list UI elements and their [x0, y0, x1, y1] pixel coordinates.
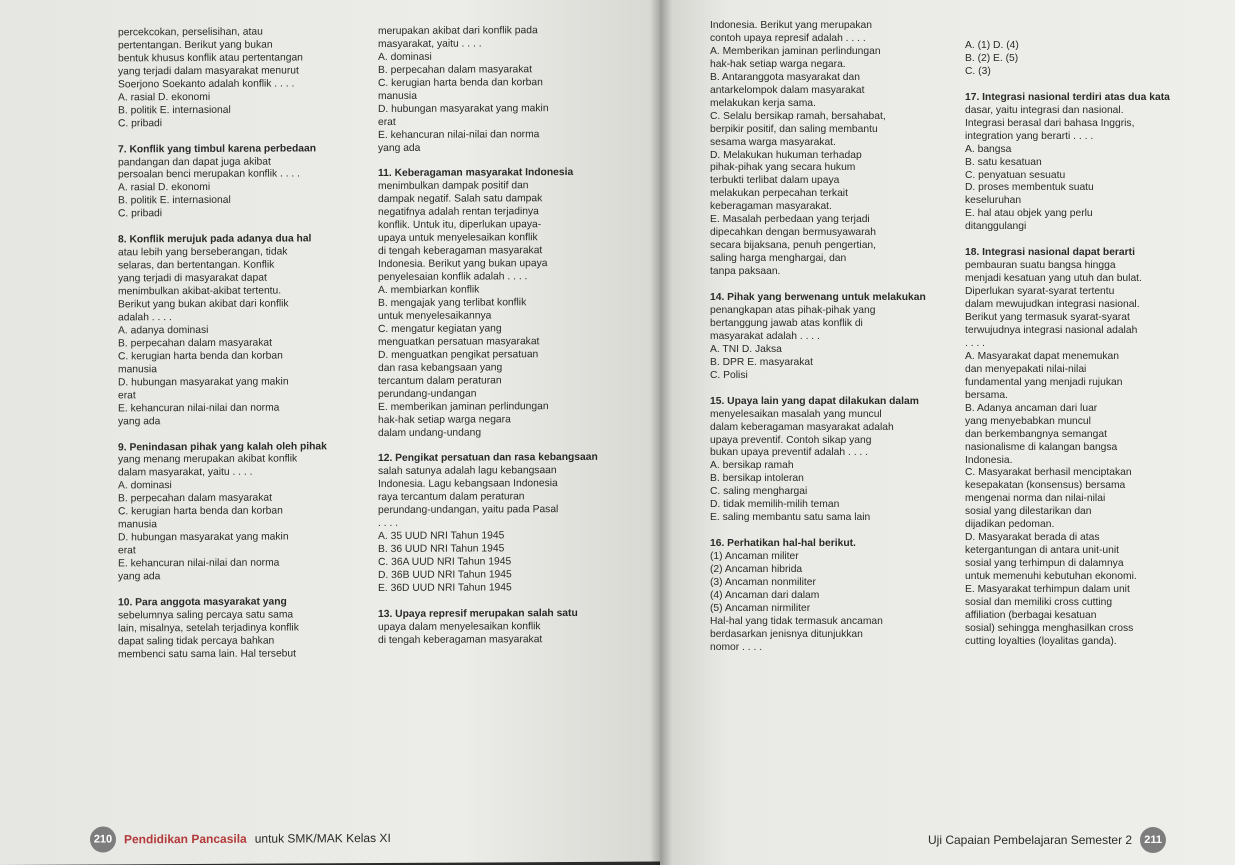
text-line: yang terjadi di masyarakat dapat — [118, 272, 267, 285]
text-line: penyelesaian konflik adalah . . . . — [378, 271, 528, 284]
text-line: menyelesaikan masalah yang muncul — [710, 408, 882, 420]
question-line: 18. Integrasi nasional dapat berarti — [965, 247, 1135, 259]
text-line — [118, 130, 373, 144]
text-line: erat — [378, 116, 396, 128]
text-line: E. saling membantu satu sama lain — [710, 512, 871, 524]
question-line: 17. Integrasi nasional terdiri atas dua kata — [965, 91, 1170, 103]
text-line: Berikut yang bukan akibat dari konflik — [118, 298, 289, 311]
text-line: A. bangsa — [965, 143, 1012, 155]
text-line: saling harga menghargai, dan — [710, 253, 847, 265]
text-line: yang terjadi dalam masyarakat menurut — [118, 65, 299, 78]
text-line: perundang-undangan — [378, 388, 477, 400]
text-line: E. Masalah perbedaan yang terjadi — [710, 214, 870, 226]
text-line — [965, 79, 1225, 92]
text-line: A. dominasi — [118, 480, 172, 492]
text-line: E. kehancuran nilai-nilai dan norma — [118, 557, 280, 570]
text-line: menjadi kesatuan yang utuh dan bulat. — [965, 273, 1142, 285]
text-line: B. DPR E. masyarakat — [710, 356, 813, 368]
text-line: negatifnya adalah rentan terjadinya — [378, 206, 539, 219]
right-column-2 — [965, 40, 1225, 649]
text-line: dampak negatif. Salah satu dampak — [378, 193, 543, 206]
text-line: bertanggung jawab atas konflik di — [710, 317, 863, 329]
text-line: (5) Ancaman nirmiliter — [710, 602, 811, 614]
text-line: E. kehancuran nilai-nilai dan norma — [378, 128, 540, 141]
text-line: nomor . . . . — [710, 641, 763, 653]
text-line: berdasarkan jenisnya ditunjukkan — [710, 628, 863, 640]
text-line: A. rasial D. ekonomi — [118, 91, 211, 104]
text-line: antarkelompok dalam masyarakat — [710, 84, 865, 96]
text-line: C. kerugian harta benda dan korban — [378, 76, 543, 89]
text-line: upaya dalam menyelesaikan konflik — [378, 621, 541, 633]
text-line: dalam masyarakat, yaitu . . . . — [118, 467, 253, 479]
text-line: Berikut yang termasuk syarat-syarat — [965, 312, 1130, 324]
text-line: Integrasi berasal dari bahasa Inggris, — [965, 117, 1135, 129]
text-line: sosial dan memiliki cross cutting — [965, 596, 1113, 608]
text-line: . . . . — [965, 337, 986, 349]
text-line: yang ada — [118, 571, 161, 583]
text-line: Soerjono Soekanto adalah konflik . . . . — [118, 78, 295, 91]
text-line: masyarakat, yaitu . . . . — [378, 38, 482, 50]
text-line: C. Selalu bersikap ramah, bersahabat, — [710, 110, 886, 122]
text-line: dalam keberagaman masyarakat adalah — [710, 421, 894, 433]
text-line: untuk memenuhi kebutuhan ekonomi. — [965, 571, 1137, 583]
text-line — [710, 279, 960, 292]
question-line: 7. Konflik yang timbul karena perbedaan — [118, 142, 316, 155]
text-line: konflik. Untuk itu, diperlukan upaya- — [378, 219, 542, 232]
text-line: A. membiarkan konflik — [378, 284, 480, 297]
text-line: D. Masyarakat berada di atas — [965, 532, 1100, 544]
text-line: ketergantungan di antara unit-unit — [965, 545, 1119, 557]
text-line: pandangan dan dapat juga akibat — [118, 156, 271, 168]
text-line: dijadikan pedoman. — [965, 519, 1055, 531]
text-line: dan rasa kebangsaan yang — [378, 362, 503, 374]
text-line: di tengah keberagaman masyarakat — [378, 633, 543, 646]
text-line: A. adanya dominasi — [118, 324, 209, 337]
text-line: sebelumnya saling percaya satu sama — [118, 609, 294, 622]
text-line: Indonesia. Berikut yang bukan upaya — [378, 258, 548, 271]
text-line: adalah . . . . — [118, 312, 172, 324]
text-line: menguatkan persatuan masyarakat — [378, 336, 540, 348]
text-line: (1) Ancaman militer — [710, 551, 799, 563]
text-line: di tengah keberagaman masyarakat — [378, 245, 543, 258]
text-line: D. menguatkan pengikat persatuan — [378, 349, 539, 361]
text-line: bukan upaya preventif adalah . . . . — [710, 447, 868, 459]
text-line: E. 36D UUD NRI Tahun 1945 — [378, 582, 512, 595]
text-line: upaya preventif. Contoh sikap yang — [710, 434, 872, 446]
text-line: sosial) sehingga menghasilkan cross — [965, 622, 1134, 634]
text-line: perundang-undangan, yaitu pada Pasal — [378, 504, 559, 517]
text-line: C. Polisi — [710, 369, 748, 381]
question-line: 9. Penindasan pihak yang kalah oleh pihak — [118, 440, 327, 453]
text-line: ditanggulangi — [965, 221, 1027, 233]
question-line: 14. Pihak yang berwenang untuk melakukan — [710, 292, 926, 304]
text-line: nasionalisme di kalangan bangsa — [965, 441, 1118, 453]
text-line: yang ada — [378, 142, 421, 154]
text-line: A. 35 UUD NRI Tahun 1945 — [378, 530, 505, 543]
text-line: sosial yang terhimpun di dalamnya — [965, 558, 1124, 570]
text-line: affiliation (berbagai kesatuan — [965, 609, 1097, 621]
text-line: persoalan benci merupakan konflik . . . . — [118, 168, 301, 181]
text-line: Diperlukan syarat-syarat tertentu — [965, 286, 1115, 298]
text-line: D. 36B UUD NRI Tahun 1945 — [378, 569, 512, 582]
text-line: A. Memberikan jaminan perlindungan — [710, 45, 881, 57]
text-line: untuk menyelesaikannya — [378, 310, 492, 322]
question-line: 12. Pengikat persatuan dan rasa kebangsaan — [378, 452, 598, 465]
text-line: pembauran suatu bangsa hingga — [965, 260, 1116, 272]
left-column-2 — [378, 25, 646, 648]
text-line: berpikir positif, dan saling membantu — [710, 123, 878, 135]
book-title-rest: untuk SMK/MAK Kelas XI — [254, 830, 391, 846]
text-line: B. politik E. internasional — [118, 195, 231, 207]
question-line: 15. Upaya lain yang dapat dilakukan dalam — [710, 395, 919, 407]
text-line: dan berkembangnya semangat — [965, 428, 1107, 440]
text-line: (2) Ancaman hibrida — [710, 564, 803, 576]
text-line: contoh upaya represif adalah . . . . — [710, 32, 866, 44]
text-line: upaya untuk menyelesaikan konflik — [378, 232, 538, 245]
text-line: erat — [118, 389, 136, 402]
text-line: yang ada — [118, 415, 161, 427]
text-line: salah satunya adalah lagu kebangsaan — [378, 465, 557, 478]
text-line: D. hubungan masyarakat yang makin — [378, 102, 549, 115]
text-line: D. Melakukan hukuman terhadap — [710, 149, 862, 161]
text-line: B. Adanya ancaman dari luar — [965, 402, 1098, 414]
text-line: D. hubungan masyarakat yang makin — [118, 376, 289, 389]
text-line: bentuk khusus konflik atau pertentangan — [118, 52, 303, 65]
question-line: 13. Upaya represif merupakan salah satu — [378, 607, 578, 620]
text-line: A. rasial D. ekonomi — [118, 182, 211, 194]
text-line: mengenai norma dan nilai-nilai — [965, 493, 1106, 505]
text-line: A. bersikap ramah — [710, 460, 794, 472]
question-line: 16. Perhatikan hal-hal berikut. — [710, 538, 856, 550]
book-title-brand: Pendidikan Pancasila — [124, 831, 247, 847]
page-number-right: 211 — [1140, 827, 1166, 853]
text-line: masyarakat adalah . . . . — [710, 330, 820, 342]
text-line: membenci satu sama lain. Hal tersebut — [118, 648, 296, 661]
text-line — [710, 383, 960, 396]
text-line: Indonesia. Lagu kebangsaan Indonesia — [378, 478, 558, 491]
text-line: E. hal atau objek yang perlu — [965, 208, 1093, 220]
text-line: dasar, yaitu integrasi dan nasional. — [965, 104, 1124, 116]
text-line: secara bijaksana, penuh pengertian, — [710, 240, 877, 252]
text-line: keberagaman masyarakat. — [710, 201, 832, 213]
text-line: sesama warga masyarakat. — [710, 136, 836, 148]
question-line: 10. Para anggota masyarakat yang — [118, 596, 287, 609]
text-line: C. mengatur kegiatan yang — [378, 323, 502, 335]
text-line: C. penyatuan sesuatu — [965, 169, 1066, 181]
question-line: 11. Keberagaman masyarakat Indonesia — [378, 167, 574, 180]
text-line: manusia — [118, 519, 157, 531]
text-line: integration yang berarti . . . . — [965, 130, 1094, 142]
text-line: lain, misalnya, setelah terjadinya konflik — [118, 622, 299, 635]
text-line: atau lebih yang berseberangan, tidak — [118, 246, 288, 259]
text-line: bersama. — [965, 389, 1008, 401]
text-line: tercantum dalam peraturan — [378, 375, 502, 387]
text-line: E. Masyarakat terhimpun dalam unit — [965, 584, 1130, 596]
text-line: A. dominasi — [378, 51, 432, 63]
text-line: selaras, dan bertentangan. Konflik — [118, 259, 275, 272]
text-line: A. Masyarakat dapat menemukan — [965, 350, 1119, 362]
section-title: Uji Capaian Pembelajaran Semester 2 — [928, 833, 1133, 847]
text-line: hak-hak setiap warga negara — [378, 413, 511, 426]
text-line: E. kehancuran nilai-nilai dan norma — [118, 402, 280, 415]
text-line: pertentangan. Berikut yang bukan — [118, 39, 273, 52]
text-line: kesepakatan (konsensus) bersama — [965, 480, 1126, 492]
text-line: terbukti terlibat dalam upaya — [710, 175, 840, 187]
text-line: Indonesia. — [965, 454, 1013, 466]
text-line: B. perpecahan dalam masyarakat — [378, 64, 532, 76]
text-line: B. mengajak yang terlibat konflik — [378, 297, 527, 310]
text-line: C. 36A UUD NRI Tahun 1945 — [378, 556, 512, 569]
text-line: B. Antaranggota masyarakat dan — [710, 71, 860, 83]
right-page — [660, 0, 1235, 865]
text-line: cutting loyalties (loyalitas ganda). — [965, 635, 1117, 647]
text-line: dalam mewujudkan integrasi nasional. — [965, 299, 1140, 311]
text-line: (4) Ancaman dari dalam — [710, 589, 820, 601]
text-line: sosial yang dilestarikan dan — [965, 506, 1092, 518]
text-line: yang menyebabkan muncul — [965, 415, 1091, 427]
text-line: percekcokan, perselisihan, atau — [118, 26, 263, 39]
text-line: menimbulkan dampak positif dan — [378, 180, 529, 193]
right-footer — [928, 827, 1166, 853]
text-line: B. bersikap intoleran — [710, 473, 804, 485]
text-line: B. perpecahan dalam masyarakat — [118, 337, 272, 350]
text-line: C. pribadi — [118, 208, 163, 220]
left-column-1 — [118, 26, 373, 662]
text-line: B. satu kesatuan — [965, 156, 1042, 168]
text-line: dipecahkan dengan bermusyawarah — [710, 227, 877, 239]
right-column-1 — [710, 20, 960, 655]
text-line: A. TNI D. Jaksa — [710, 343, 782, 355]
page-number-left: 210 — [90, 826, 116, 852]
text-line: hak-hak setiap warga negara. — [710, 58, 846, 70]
text-line — [118, 428, 373, 442]
text-line: D. hubungan masyarakat yang makin — [118, 531, 289, 544]
text-line: raya tercantum dalam peraturan — [378, 491, 525, 504]
question-line: 8. Konflik merujuk pada adanya dua hal — [118, 233, 312, 246]
left-footer — [90, 825, 391, 853]
text-line: merupakan akibat dari konflik pada — [378, 25, 538, 38]
text-line: D. tidak memilih-milih teman — [710, 499, 840, 511]
text-line: C. (3) — [965, 65, 991, 77]
text-line: (3) Ancaman nonmiliter — [710, 576, 816, 588]
text-line: B. politik E. internasional — [118, 104, 231, 117]
text-line: . . . . — [378, 518, 399, 530]
text-line: keseluruhan — [965, 195, 1022, 207]
text-line: erat — [118, 545, 136, 557]
text-line: C. Masyarakat berhasil menciptakan — [965, 467, 1132, 479]
text-line — [965, 234, 1225, 247]
text-line — [118, 220, 373, 234]
text-line: D. proses membentuk suatu — [965, 182, 1094, 194]
text-line: melakukan kerja sama. — [710, 97, 816, 109]
text-line: Hal-hal yang tidak termasuk ancaman — [710, 615, 883, 627]
text-line: C. pribadi — [118, 117, 163, 130]
text-line: C. saling menghargai — [710, 486, 808, 498]
text-line: manusia — [378, 90, 417, 102]
text-line: B. (2) E. (5) — [965, 52, 1019, 64]
text-line: tanpa paksaan. — [710, 266, 781, 278]
text-line — [710, 525, 960, 538]
text-line: E. memberikan jaminan perlindungan — [378, 400, 549, 413]
text-line: dalam undang-undang — [378, 427, 482, 439]
text-line: fundamental yang menjadi rujukan — [965, 376, 1123, 388]
text-line: yang menang merupakan akibat konflik — [118, 453, 298, 466]
text-line: B. 36 UUD NRI Tahun 1945 — [378, 543, 505, 556]
text-line: penangkapan atas pihak-pihak yang — [710, 304, 876, 316]
text-line: dapat saling tidak percaya bahkan — [118, 635, 275, 648]
text-line: A. (1) D. (4) — [965, 40, 1019, 51]
text-line: C. kerugian harta benda dan korban — [118, 505, 283, 518]
text-line — [118, 583, 373, 597]
text-line: B. perpecahan dalam masyarakat — [118, 492, 272, 505]
text-line: dan menyepakati nilai-nilai — [965, 363, 1087, 375]
text-line: C. kerugian harta benda dan korban — [118, 350, 283, 363]
text-line: manusia — [118, 363, 157, 376]
text-line: Indonesia. Berikut yang merupakan — [710, 20, 872, 31]
text-line: terwujudnya integrasi nasional adalah — [965, 324, 1138, 336]
text-line: melakukan perpecahan terkait — [710, 188, 848, 200]
text-line: menimbulkan akibat-akibat tertentu. — [118, 285, 282, 298]
text-line: pihak-pihak yang secara hukum — [710, 162, 856, 174]
